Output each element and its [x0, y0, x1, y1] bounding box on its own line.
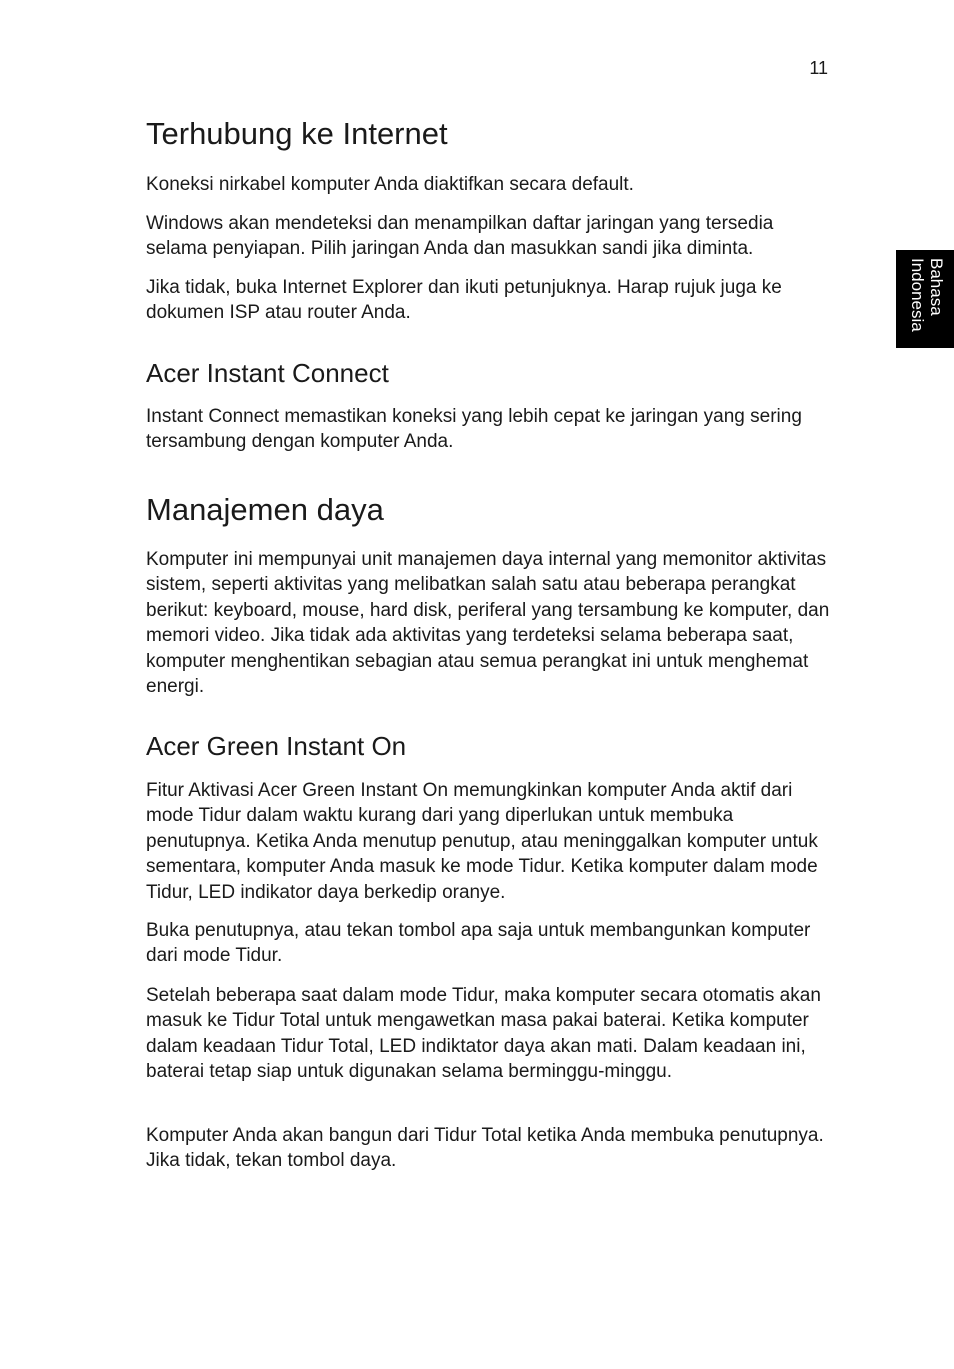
language-tab-line-2: Indonesia	[908, 258, 927, 332]
heading-internet: Terhubung ke Internet	[146, 116, 448, 151]
paragraph-resume: Komputer Anda akan bangun dari Tidur Total ketika Anda membuka penutupnya. Jika tidak, tekan tombol daya.	[146, 1125, 824, 1172]
language-tab-line-1: Bahasa	[927, 258, 946, 316]
subheading-instant-connect: Acer Instant Connect	[146, 358, 389, 388]
language-tab	[896, 250, 954, 348]
paragraph-power-management: Komputer ini mempunyai unit manajemen daya internal yang memonitor aktivitas sistem, seperti aktivitas yang melibatkan salah satu atau beberapa perangkat berikut: keyboard, mouse, hard disk, periferal yang tersambung ke komputer, dan memori video. Jika tidak ada aktivitas yang terdeteksi selama beberapa saat, komputer menghentikan sebagian atau semua perangkat ini untuk menghemat energi.	[146, 549, 830, 698]
paragraph-wake-up: Buka penutupnya, atau tekan tombol apa saja untuk membangunkan komputer dari mode Tidur.	[146, 920, 811, 967]
paragraph-windows-detect: Windows akan mendeteksi dan menampilkan daftar jaringan yang tersedia selama penyiapan. Pilih jaringan Anda dan masukkan sandi jika diminta.	[146, 213, 774, 260]
subheading-green-instant-on: Acer Green Instant On	[146, 731, 407, 761]
language-tab-label	[908, 258, 946, 332]
page-number: 11	[809, 58, 828, 78]
heading-power-management: Manajemen daya	[146, 492, 384, 527]
paragraph-internet-explorer: Jika tidak, buka Internet Explorer dan ikuti petunjuknya. Harap rujuk juga ke dokumen ISP atau router Anda.	[146, 277, 782, 324]
paragraph-green-instant-on: Fitur Aktivasi Acer Green Instant On memungkinkan komputer Anda aktif dari mode Tidur dalam waktu kurang dari yang diperlukan untuk membuka penutupnya. Ketika Anda menutup penutup, atau meninggalkan komputer untuk sementara, komputer Anda masuk ke mode Tidur. Ketika komputer dalam mode Tidur, LED indikator daya berkedip oranye.	[146, 780, 818, 903]
paragraph-instant-connect: Instant Connect memastikan koneksi yang lebih cepat ke jaringan yang sering tersambung dengan komputer Anda.	[146, 406, 802, 453]
paragraph-hibernate: Setelah beberapa saat dalam mode Tidur, maka komputer secara otomatis akan masuk ke Tidur Total untuk mengawetkan masa pakai baterai. Ketika komputer dalam keadaan Tidur Total, LED indiktator daya akan mati. Dalam keadaan ini, baterai tetap siap untuk digunakan selama berminggu-minggu.	[146, 985, 821, 1083]
paragraph-wireless: Koneksi nirkabel komputer Anda diaktifkan secara default.	[146, 174, 634, 195]
